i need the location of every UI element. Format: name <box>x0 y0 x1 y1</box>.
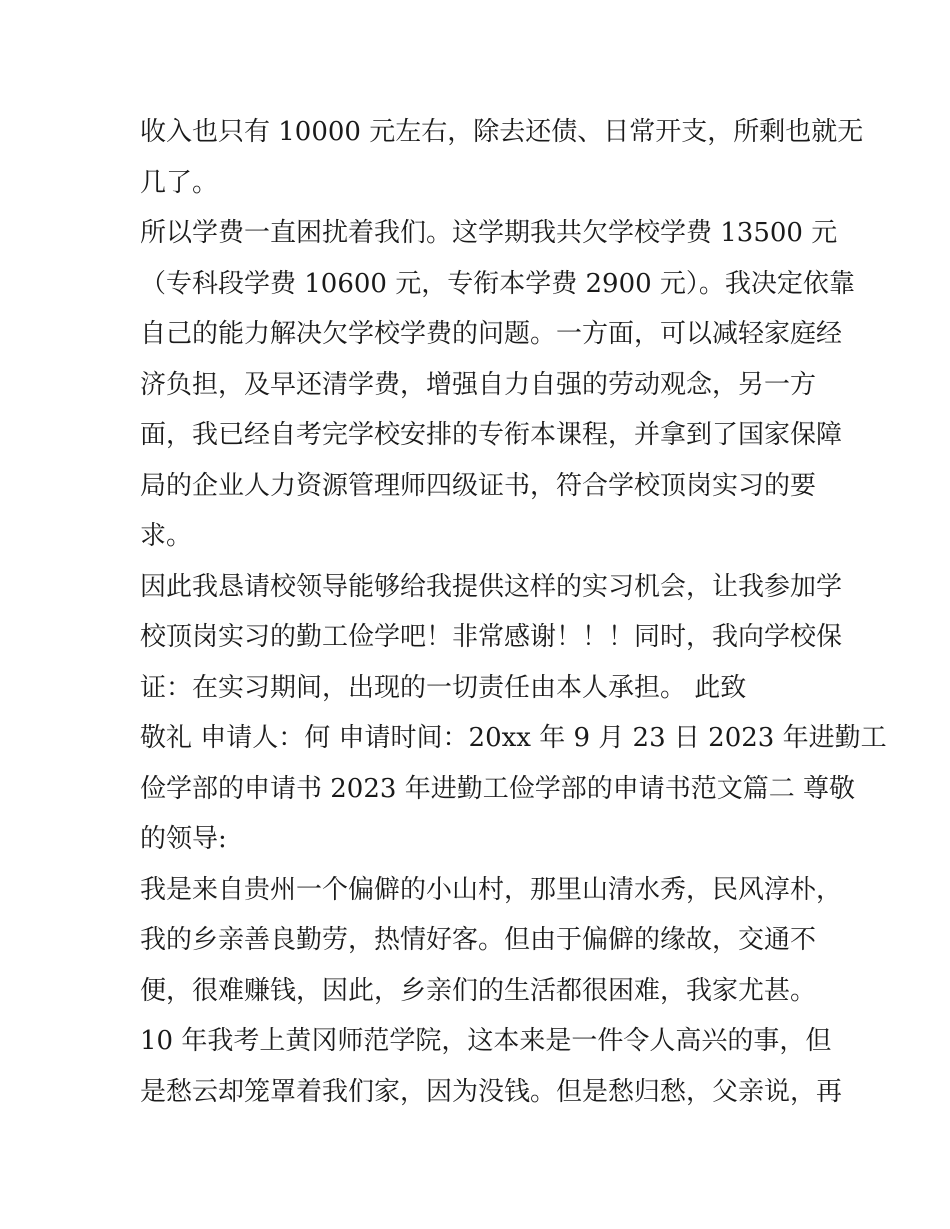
text-line: 俭学部的申请书 2023 年进勤工俭学部的申请书范文篇二 尊敬 <box>140 773 855 804</box>
text-line: 因此我恳请校领导能够给我提供这样的实习机会，让我参加学 <box>140 571 843 602</box>
text-line: 校顶岗实习的勤工俭学吧！非常感谢！！！同时，我向学校保 <box>140 622 843 652</box>
text-line: 面，我已经自考完学校安排的专衔本课程，并拿到了国家保障 <box>140 420 843 450</box>
text-line: 我是来自贵州一个偏僻的小山村，那里山清水秀，民风淳朴， <box>140 874 843 905</box>
text-line: 证：在实习期间，出现的一切责任由本人承担。 此致 <box>140 672 747 703</box>
text-line: 收入也只有 10000 元左右，除去还债、日常开支，所剩也就无 <box>140 117 864 147</box>
text-line: 的领导: <box>140 824 227 854</box>
text-line: 是愁云却笼罩着我们家，因为没钱。但是愁归愁，父亲说，再 <box>140 1076 843 1107</box>
text-line: 便，很难赚钱，因此，乡亲们的生活都很困难，我家尤甚。 <box>140 975 817 1006</box>
text-line: 自己的能力解决欠学校学费的问题。一方面，可以减轻家庭经 <box>140 319 843 349</box>
text-line: 所以学费一直困扰着我们。这学期我共欠学校学费 13500 元 <box>140 218 838 248</box>
text-line: 局的企业人力资源管理师四级证书，符合学校顶岗实习的要 <box>140 470 817 501</box>
text-line: 敬礼 申请人：何 申请时间：20xx 年 9 月 23 日 2023 年进勤工 <box>140 723 887 753</box>
text-line: 几了。 <box>140 167 219 198</box>
text-line: 求。 <box>140 521 193 551</box>
text-line: 10 年我考上黄冈师范学院，这本来是一件令人高兴的事，但 <box>140 1026 832 1056</box>
text-line: 济负担，及早还清学费，增强自力自强的劳动观念，另一方 <box>140 369 817 400</box>
text-line: 我的乡亲善良勤劳，热情好客。但由于偏僻的缘故，交通不 <box>140 925 817 955</box>
text-line: （专科段学费 10600 元，专衔本学费 2900 元）。我决定依靠 <box>140 268 855 299</box>
